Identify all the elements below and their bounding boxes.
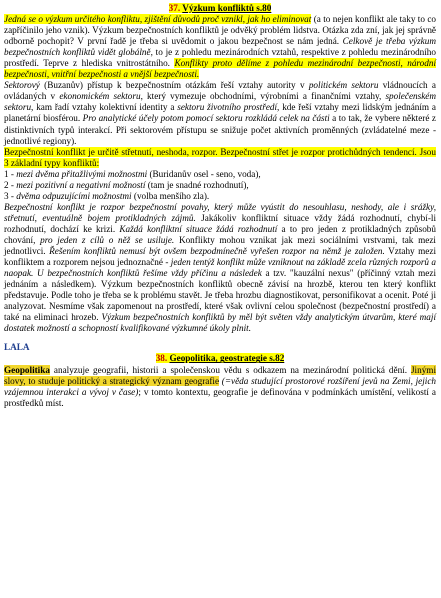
- conflict-highlight: Bezpečnostní konflikt je určitě střetnutí, neshoda, rozpor. Bezpečnostní střet je rozpor protichůdných tendencí. Jsou 3 základní typy konfliktů:: [4, 146, 436, 168]
- lala-label: LALA: [4, 342, 30, 353]
- geopolitics-term: Geopolitika: [4, 364, 50, 375]
- final-text: Jakákoliv konfliktní situace vždy žádá rozhodnutí, chybí-li rozhodnutí, dochází ke krizi.: [4, 212, 436, 234]
- section-number-2: 38.: [155, 353, 168, 364]
- sector-text: , který vymezuje obchodními, výrobními a finančními vztahy,: [140, 91, 386, 102]
- type-note: (Buridanův osel - seno, voda),: [147, 168, 261, 179]
- conflict-type-2: [4, 180, 436, 191]
- final-italic: Bezpečnostní konflikt je rozpor bezpečnostní povahy, který může vyústit do nesouhlasu, neshody, ale i srážky, střetnutí, eventuálně bojem protikladných zájmů.: [4, 201, 436, 223]
- sector-text: , kde řeší vztahy mezi lidským jednáním a planetární biosférou.: [4, 102, 437, 124]
- type-note: (volba menšího zla).: [131, 190, 210, 201]
- sector-term: Sektorový: [4, 80, 40, 91]
- final-italic: jeden tentýž konflikt může vzniknout na základě zcela různých rozporů a naopak. U bezpečnostních konfliktů řešíme vždy příčinu a následek: [4, 257, 436, 279]
- sector-political: politickém sektoru: [308, 80, 379, 91]
- section-heading: [4, 3, 436, 14]
- final-italic: Řešením konfliktů nemusí být ovšem bezpodmínečně vyřešen rozpor na němž je založen.: [49, 246, 385, 257]
- sector-text: vládnoucích a ovládaných v: [4, 80, 436, 102]
- intro-paragraph: [4, 14, 436, 80]
- final-italic: pro jeden z cílů o něž se usiluje.: [40, 234, 175, 245]
- section-title: Výzkum konfliktů s.80: [182, 3, 272, 13]
- geo-highlight: Jinými slovy, to studuje politický a strategický význam geografie: [4, 364, 436, 386]
- geo-text: analyzuje geografii, historii a společenskou vědu s odkazem na mezinárodní politická dění.: [49, 364, 411, 375]
- sector-text: a to tak, že vybere některé z distinktivních typů interakcí. Při sektorovém přístupu se snižuje počet aktivních proměnných (zvládatelné meze - jednotlivé regiony).: [4, 113, 436, 146]
- conflict-definition: [4, 147, 436, 169]
- type-prefix: 2 -: [4, 179, 17, 190]
- sector-economic: ekonomickém sektoru: [59, 91, 141, 102]
- sector-text: , kam řadí vztahy kolektivní identity a: [31, 102, 178, 113]
- geo-italic: (=věda studující prostorové rozšíření jevů na Zemi, jejich vzájemnou interakci a vývoj v čase): [4, 375, 436, 397]
- conflict-type-3: [4, 191, 436, 202]
- type-note: (tam je snadné rozhodnutí),: [145, 179, 249, 190]
- section-number: 37.: [168, 3, 181, 13]
- type-prefix: 3 -: [4, 190, 17, 201]
- conflict-type-1: [4, 169, 436, 180]
- sector-social: společenském sektoru: [4, 91, 436, 113]
- type-prefix: 1 -: [4, 168, 17, 179]
- final-paragraph: [4, 202, 436, 335]
- final-italic: Každá konfliktní situace žádá rozhodnutí: [119, 223, 278, 234]
- intro-italic: Celkově je třeba výzkum bezpečnostních konfliktů vidět globálně,: [4, 36, 436, 58]
- type-label: mezi pozitivní a negativní možností: [16, 179, 146, 190]
- final-text: a tzv. "kauzální nexus" (příčinný vztah mezi jednáním a následkem). Výzkum bezpečnostních konfliktů obecně závisí na hrozbě, kterou ten který konflikt představuje. Podle toho je třeba se k problému stavět. Je třeba hrozbu diagnostikovat, personifikovat a ocenit. Poté ji analyzovat. Nesmíme však zapomenout na prostředí, které však ovlivní celou společnost (bezpečnostní prostředí) a také na eliminaci hrozeb.: [4, 268, 437, 323]
- geopolitics-paragraph: [4, 365, 436, 409]
- type-label: mezi dvěma přitažlivými možnostmi: [16, 168, 148, 179]
- type-label: dvěma odpuzujícími možnostmi: [16, 190, 132, 201]
- intro-highlight-2: Konflikty proto dělíme z pohledu mezinárodní bezpečnosti, národní bezpečnosti, vnitřní bezpečnosti a vnější bezpečnosti.: [4, 58, 436, 80]
- final-text: a to pro jeden z protikladných způsobů chování,: [4, 223, 436, 245]
- final-text: Vztahy mezi konfliktem a rozporem nejsou jednoznačné -: [4, 246, 437, 268]
- sector-analytic: Pro analytické účely potom pomocí sektoru rozkládá celek na části: [82, 113, 330, 124]
- geo-text: ; v tomto kontextu, geografie je definována v podmínkách umístění, velikostí a prostředků míst.: [4, 386, 436, 408]
- sector-text: (Buzanův) přístup k bezpečnostním otázkám řeší vztahy autority v: [39, 80, 309, 91]
- sector-environment: sektoru životního prostředí: [177, 102, 278, 113]
- intro-highlight: Jedná se o výzkum určitého konfliktu, zjištění důvodů proč vznikl, jak ho eliminovat: [4, 14, 312, 25]
- intro-text: (a to nejen konflikt ale taky to co zapříčinilo jeho vznik). Výzkum bezpečnostních konfliktů je odvěký problém lidstva. Otázka zda zní, jak jej správně odborně pochopit? V první řadě je třeba si uvědomit o jakou bezpečnost se nám jedná.: [4, 14, 436, 47]
- sector-paragraph: [4, 80, 436, 146]
- section-heading-2: [4, 353, 436, 364]
- intro-text-2: to je z pohledu mezinárodních vztahů, respektive z pohledu mezinárodního prostředí. Teprve z hlediska vnitrostátního.: [4, 47, 436, 69]
- final-italic: Výzkum bezpečnostních konfliktů by měl být světen vždy analytickým útvarům, které mají dostatek možností a schopností kvalifikované výzkumné úkoly plnit.: [4, 312, 437, 334]
- section-title-2: Geopolitika, geostrategie s.82: [169, 353, 285, 364]
- final-text: Konflikty mohou vznikat jak mezi sociálními vrstvami, tak mezi jednotlivci.: [4, 234, 436, 257]
